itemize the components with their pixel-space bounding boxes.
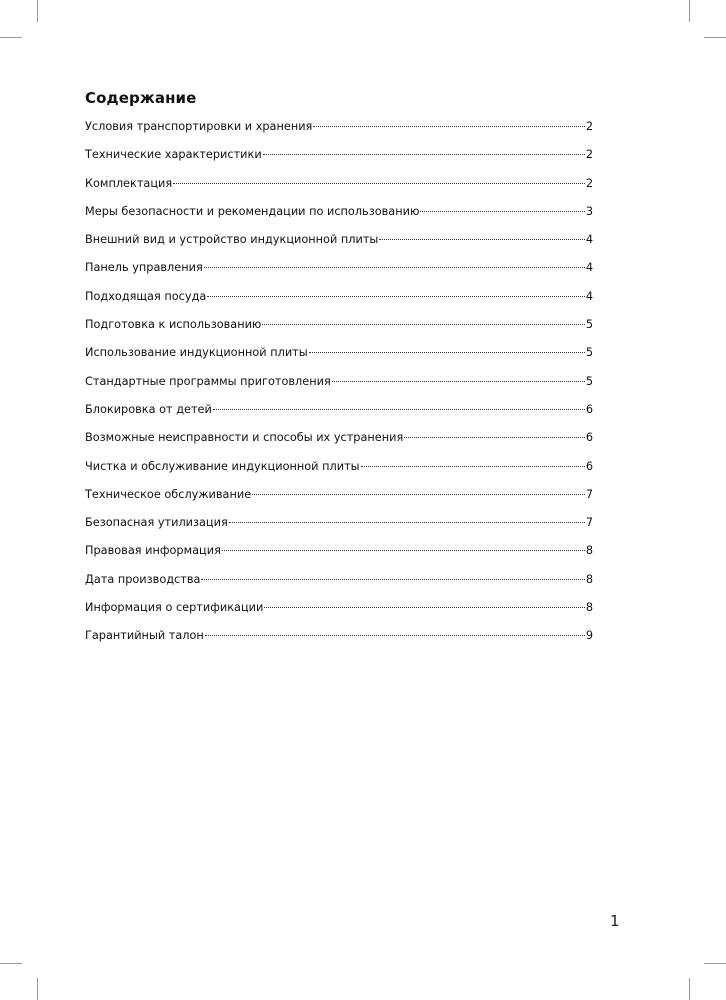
toc-entry-title: Использование индукционной плиты	[85, 346, 308, 360]
toc-dot-leader	[361, 466, 585, 467]
toc-entry[interactable]	[85, 400, 593, 428]
toc-dot-leader	[263, 154, 585, 155]
toc-entry[interactable]	[85, 145, 593, 173]
toc-entry-page: 6	[585, 402, 593, 416]
crop-mark-bottom-right-horizontal	[704, 963, 726, 964]
toc-entry[interactable]	[85, 513, 593, 541]
toc-dot-leader	[313, 126, 584, 127]
toc-entry-title: Панель управления	[85, 261, 203, 275]
crop-mark-bottom-right-vertical	[689, 978, 690, 1000]
crop-mark-bottom-left-vertical	[37, 978, 38, 1000]
toc-entry-title: Комплектация	[85, 176, 173, 190]
toc-entry-page: 6	[585, 459, 593, 473]
toc-entry-page: 2	[585, 176, 593, 190]
toc-dot-leader	[252, 494, 585, 495]
toc-entry-title: Возможные неисправности и способы их устранения	[85, 431, 404, 445]
toc-entry[interactable]	[85, 230, 593, 258]
toc-entry-title: Блокировка от детей	[85, 402, 212, 416]
toc-entry-title: Техническое обслуживание	[85, 487, 252, 501]
toc-entry-page: 8	[585, 544, 593, 558]
toc-dot-leader	[207, 296, 585, 297]
toc-entry[interactable]	[85, 202, 593, 230]
toc-dot-leader	[332, 381, 585, 382]
toc-entry-page: 5	[585, 318, 593, 332]
toc-entry[interactable]	[85, 117, 593, 145]
toc-entry[interactable]	[85, 174, 593, 202]
crop-mark-bottom-left-horizontal	[0, 963, 22, 964]
toc-entry-page: 9	[585, 629, 593, 643]
toc-entry[interactable]	[85, 626, 593, 654]
toc-entry-title: Подходящая посуда	[85, 289, 207, 303]
toc-entry-title: Подготовка к использованию	[85, 318, 262, 332]
page-number: 1	[610, 912, 620, 930]
toc-dot-leader	[404, 437, 585, 438]
crop-mark-top-left-vertical	[37, 0, 38, 22]
toc-entry-title: Технические характеристики	[85, 148, 262, 162]
toc-entry[interactable]	[85, 598, 593, 626]
toc-dot-leader	[205, 635, 585, 636]
toc-entry-page: 7	[585, 487, 593, 501]
toc-entry[interactable]	[85, 372, 593, 400]
toc-entry-title: Дата производства	[85, 572, 201, 586]
toc-entry[interactable]	[85, 570, 593, 598]
toc-entry-page: 2	[585, 148, 593, 162]
toc-entry[interactable]	[85, 343, 593, 371]
toc-entry[interactable]	[85, 287, 593, 315]
toc-entry-page: 6	[585, 431, 593, 445]
toc-entry-title: Безопасная утилизация	[85, 516, 228, 530]
toc-entry-title: Стандартные программы приготовления	[85, 374, 331, 388]
toc-dot-leader	[309, 352, 585, 353]
toc-entry[interactable]	[85, 258, 593, 286]
toc-entry[interactable]	[85, 315, 593, 343]
toc-entry-page: 4	[585, 289, 593, 303]
toc-dot-leader	[222, 550, 585, 551]
toc-dot-leader	[379, 239, 584, 240]
toc-dot-leader	[262, 324, 584, 325]
toc-entry-page: 8	[585, 601, 593, 615]
toc-dot-leader	[213, 409, 585, 410]
toc-dot-leader	[173, 183, 585, 184]
toc-entry[interactable]	[85, 485, 593, 513]
toc-dot-leader	[264, 607, 584, 608]
toc-entry-title: Правовая информация	[85, 544, 221, 558]
toc-entry-page: 5	[585, 346, 593, 360]
toc-entry-page: 5	[585, 374, 593, 388]
toc-dot-leader	[201, 579, 584, 580]
toc-heading: Содержание	[85, 89, 197, 107]
toc-entry[interactable]	[85, 541, 593, 569]
toc-entry-page: 3	[585, 204, 593, 218]
toc-dot-leader	[204, 267, 585, 268]
toc-entry-page: 8	[585, 572, 593, 586]
toc-entry[interactable]	[85, 457, 593, 485]
toc-entry-title: Чистка и обслуживание индукционной плиты	[85, 459, 360, 473]
toc-dot-leader	[420, 211, 584, 212]
toc-entry-title: Условия транспортировки и хранения	[85, 120, 313, 133]
crop-mark-top-right-horizontal	[704, 37, 726, 38]
toc-entry-page: 2	[585, 120, 593, 133]
toc-entry-page: 4	[585, 233, 593, 247]
crop-mark-top-right-vertical	[689, 0, 690, 22]
table-of-contents	[85, 117, 593, 655]
toc-entry-title: Меры безопасности и рекомендации по использованию	[85, 204, 420, 218]
toc-entry-title: Внешний вид и устройство индукционной плиты	[85, 233, 379, 247]
toc-entry-title: Информация о сертификации	[85, 601, 264, 615]
crop-mark-top-left-horizontal	[0, 37, 22, 38]
toc-entry-page: 4	[585, 261, 593, 275]
toc-entry-title: Гарантийный талон	[85, 629, 204, 643]
toc-entry[interactable]	[85, 428, 593, 456]
toc-entry-page: 7	[585, 516, 593, 530]
toc-dot-leader	[229, 522, 585, 523]
